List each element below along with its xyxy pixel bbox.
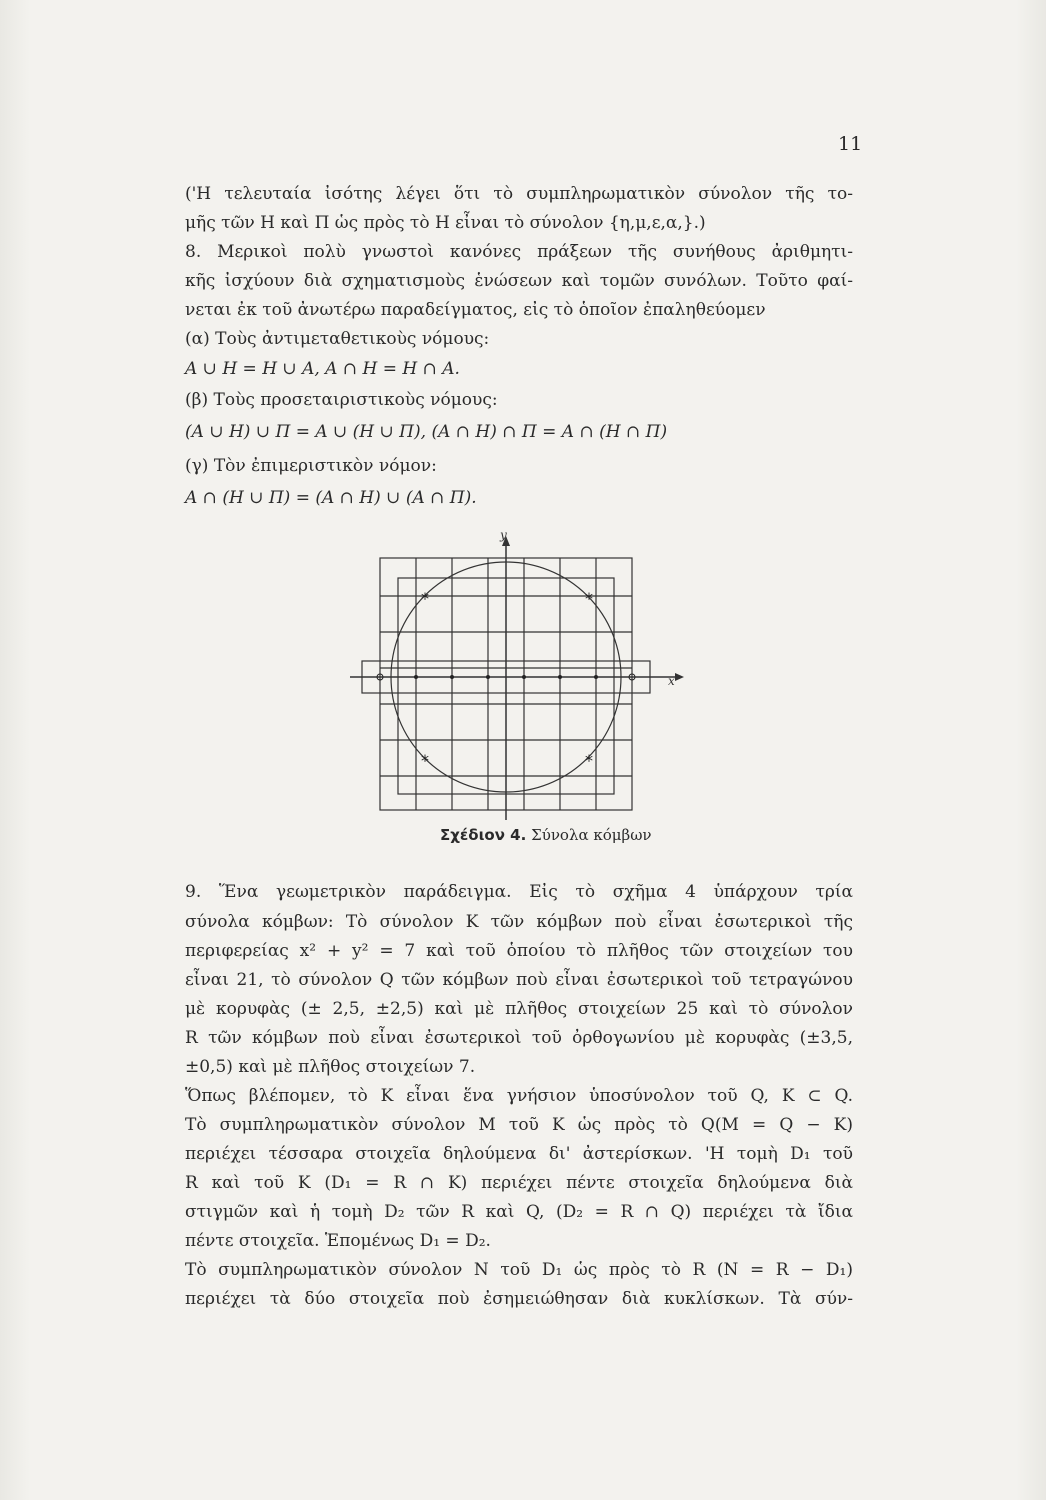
node-dot: [414, 675, 418, 679]
text-line: μὲ κορυφὰς (± 2,5, ±2,5) καὶ μὲ πλῆθος στοιχείων 25 καὶ τὸ σύνολον: [185, 999, 853, 1019]
formula-commutative: A ∪ H = H ∪ A, A ∩ H = H ∩ A.: [185, 359, 460, 379]
text-line: R τῶν κόμβων ποὺ εἶναι ἐσωτερικοὶ τοῦ ὀρθογωνίου μὲ κορυφὰς (±3,5,: [185, 1028, 853, 1048]
text-line: 8. Μερικοὶ πολὺ γνωστοὶ κανόνες πράξεων τῆς συνήθους ἀριθμητι-: [185, 242, 853, 262]
text-line: (γ) Τὸν ἐπιμεριστικὸν νόμον:: [185, 456, 437, 476]
formula-associative: (A ∪ H) ∪ Π = A ∪ (H ∪ Π), (A ∩ H) ∩ Π = A ∩ (H ∩ Π): [185, 422, 668, 442]
text-line: (α) Τοὺς ἀντιμεταθετικοὺς νόμους:: [185, 329, 490, 349]
page-number: 11: [838, 133, 863, 155]
node-dot: [558, 675, 562, 679]
text-line: ±0,5) καὶ μὲ πλῆθος στοιχείων 7.: [185, 1057, 476, 1077]
node-dot: [450, 675, 454, 679]
formula-distributive: A ∩ (H ∪ Π) = (A ∩ H) ∪ (A ∩ Π).: [185, 488, 477, 508]
caption-text: Σύνολα κόμβων: [531, 826, 652, 844]
text-line: πέντε στοιχεῖα. Ἑπομένως D₁ = D₂.: [185, 1231, 491, 1251]
node-dot: [486, 675, 490, 679]
text-line: (β) Τοὺς προσεταιριστικοὺς νόμους:: [185, 390, 498, 410]
node-dot: [594, 675, 598, 679]
text-line: στιγμῶν καὶ ἡ τομὴ D₂ τῶν R καὶ Q, (D₂ = R ∩ Q) περιέχει τὰ ἴδια: [185, 1202, 853, 1222]
node-asterisk: *: [421, 751, 429, 770]
node-asterisk: *: [421, 589, 429, 608]
text-line: περιέχει τὰ δύο στοιχεῖα ποὺ ἐσημειώθησαν διὰ κυκλίσκων. Τὰ σύν-: [185, 1289, 853, 1309]
node-asterisk: *: [585, 751, 593, 770]
text-line: νεται ἐκ τοῦ ἀνωτέρω παραδείγματος, εἰς τὸ ὁποῖον ἐπαληθεύομεν: [185, 300, 766, 320]
text-line: κῆς ἰσχύουν διὰ σχηματισμοὺς ἑνώσεων καὶ τομῶν συνόλων. Τοῦτο φαί-: [185, 271, 853, 291]
text-line: ('Η τελευταία ἰσότης λέγει ὅτι τὸ συμπληρωματικὸν σύνολον τῆς το-: [185, 184, 853, 204]
x-axis-arrow: [675, 673, 684, 681]
text-line: 9. Ἕνα γεωμετρικὸν παράδειγμα. Εἰς τὸ σχῆμα 4 ὑπάρχουν τρία: [185, 882, 853, 902]
text-line: περιέχει τέσσαρα στοιχεῖα δηλούμενα δι' ἀστερίσκων. 'Η τομὴ D₁ τοῦ: [185, 1144, 853, 1164]
text-line: σύνολα κόμβων: Τὸ σύνολον K τῶν κόμβων ποὺ εἶναι ἐσωτερικοὶ τῆς: [185, 912, 853, 932]
text-line: Τὸ συμπληρωματικὸν σύνολον N τοῦ D₁ ὡς πρὸς τὸ R (N = R − D₁): [185, 1260, 853, 1280]
text-line: μῆς τῶν Η καὶ Π ὡς πρὸς τὸ Η εἶναι τὸ σύνολον {η,μ,ε,α,}.): [185, 213, 706, 233]
text-line: εἶναι 21, τὸ σύνολον Q τῶν κόμβων ποὺ εἶναι ἐσωτερικοὶ τοῦ τετραγώνου: [185, 970, 853, 990]
text-line: R καὶ τοῦ K (D₁ = R ∩ K) περιέχει πέντε στοιχεῖα δηλούμενα διὰ: [185, 1173, 853, 1193]
node-dot: [522, 675, 526, 679]
caption-label: Σχέδιον 4.: [440, 826, 527, 844]
node-asterisk: *: [585, 589, 593, 608]
text-line: Τὸ συμπληρωματικὸν σύνολον M τοῦ K ὡς πρὸς τὸ Q(M = Q − K): [185, 1115, 853, 1135]
figure-4: [330, 530, 710, 820]
figure-caption: [440, 826, 652, 844]
y-axis-label: y: [500, 530, 507, 542]
text-line: Ὅπως βλέπομεν, τὸ K εἶναι ἕνα γνήσιον ὑποσύνολον τοῦ Q, K ⊂ Q.: [185, 1086, 853, 1106]
x-axis-label: x: [668, 674, 675, 688]
text-line: περιφερείας x² + y² = 7 καὶ τοῦ ὁποίου τὸ πλῆθος τῶν στοιχείων του: [185, 941, 853, 961]
